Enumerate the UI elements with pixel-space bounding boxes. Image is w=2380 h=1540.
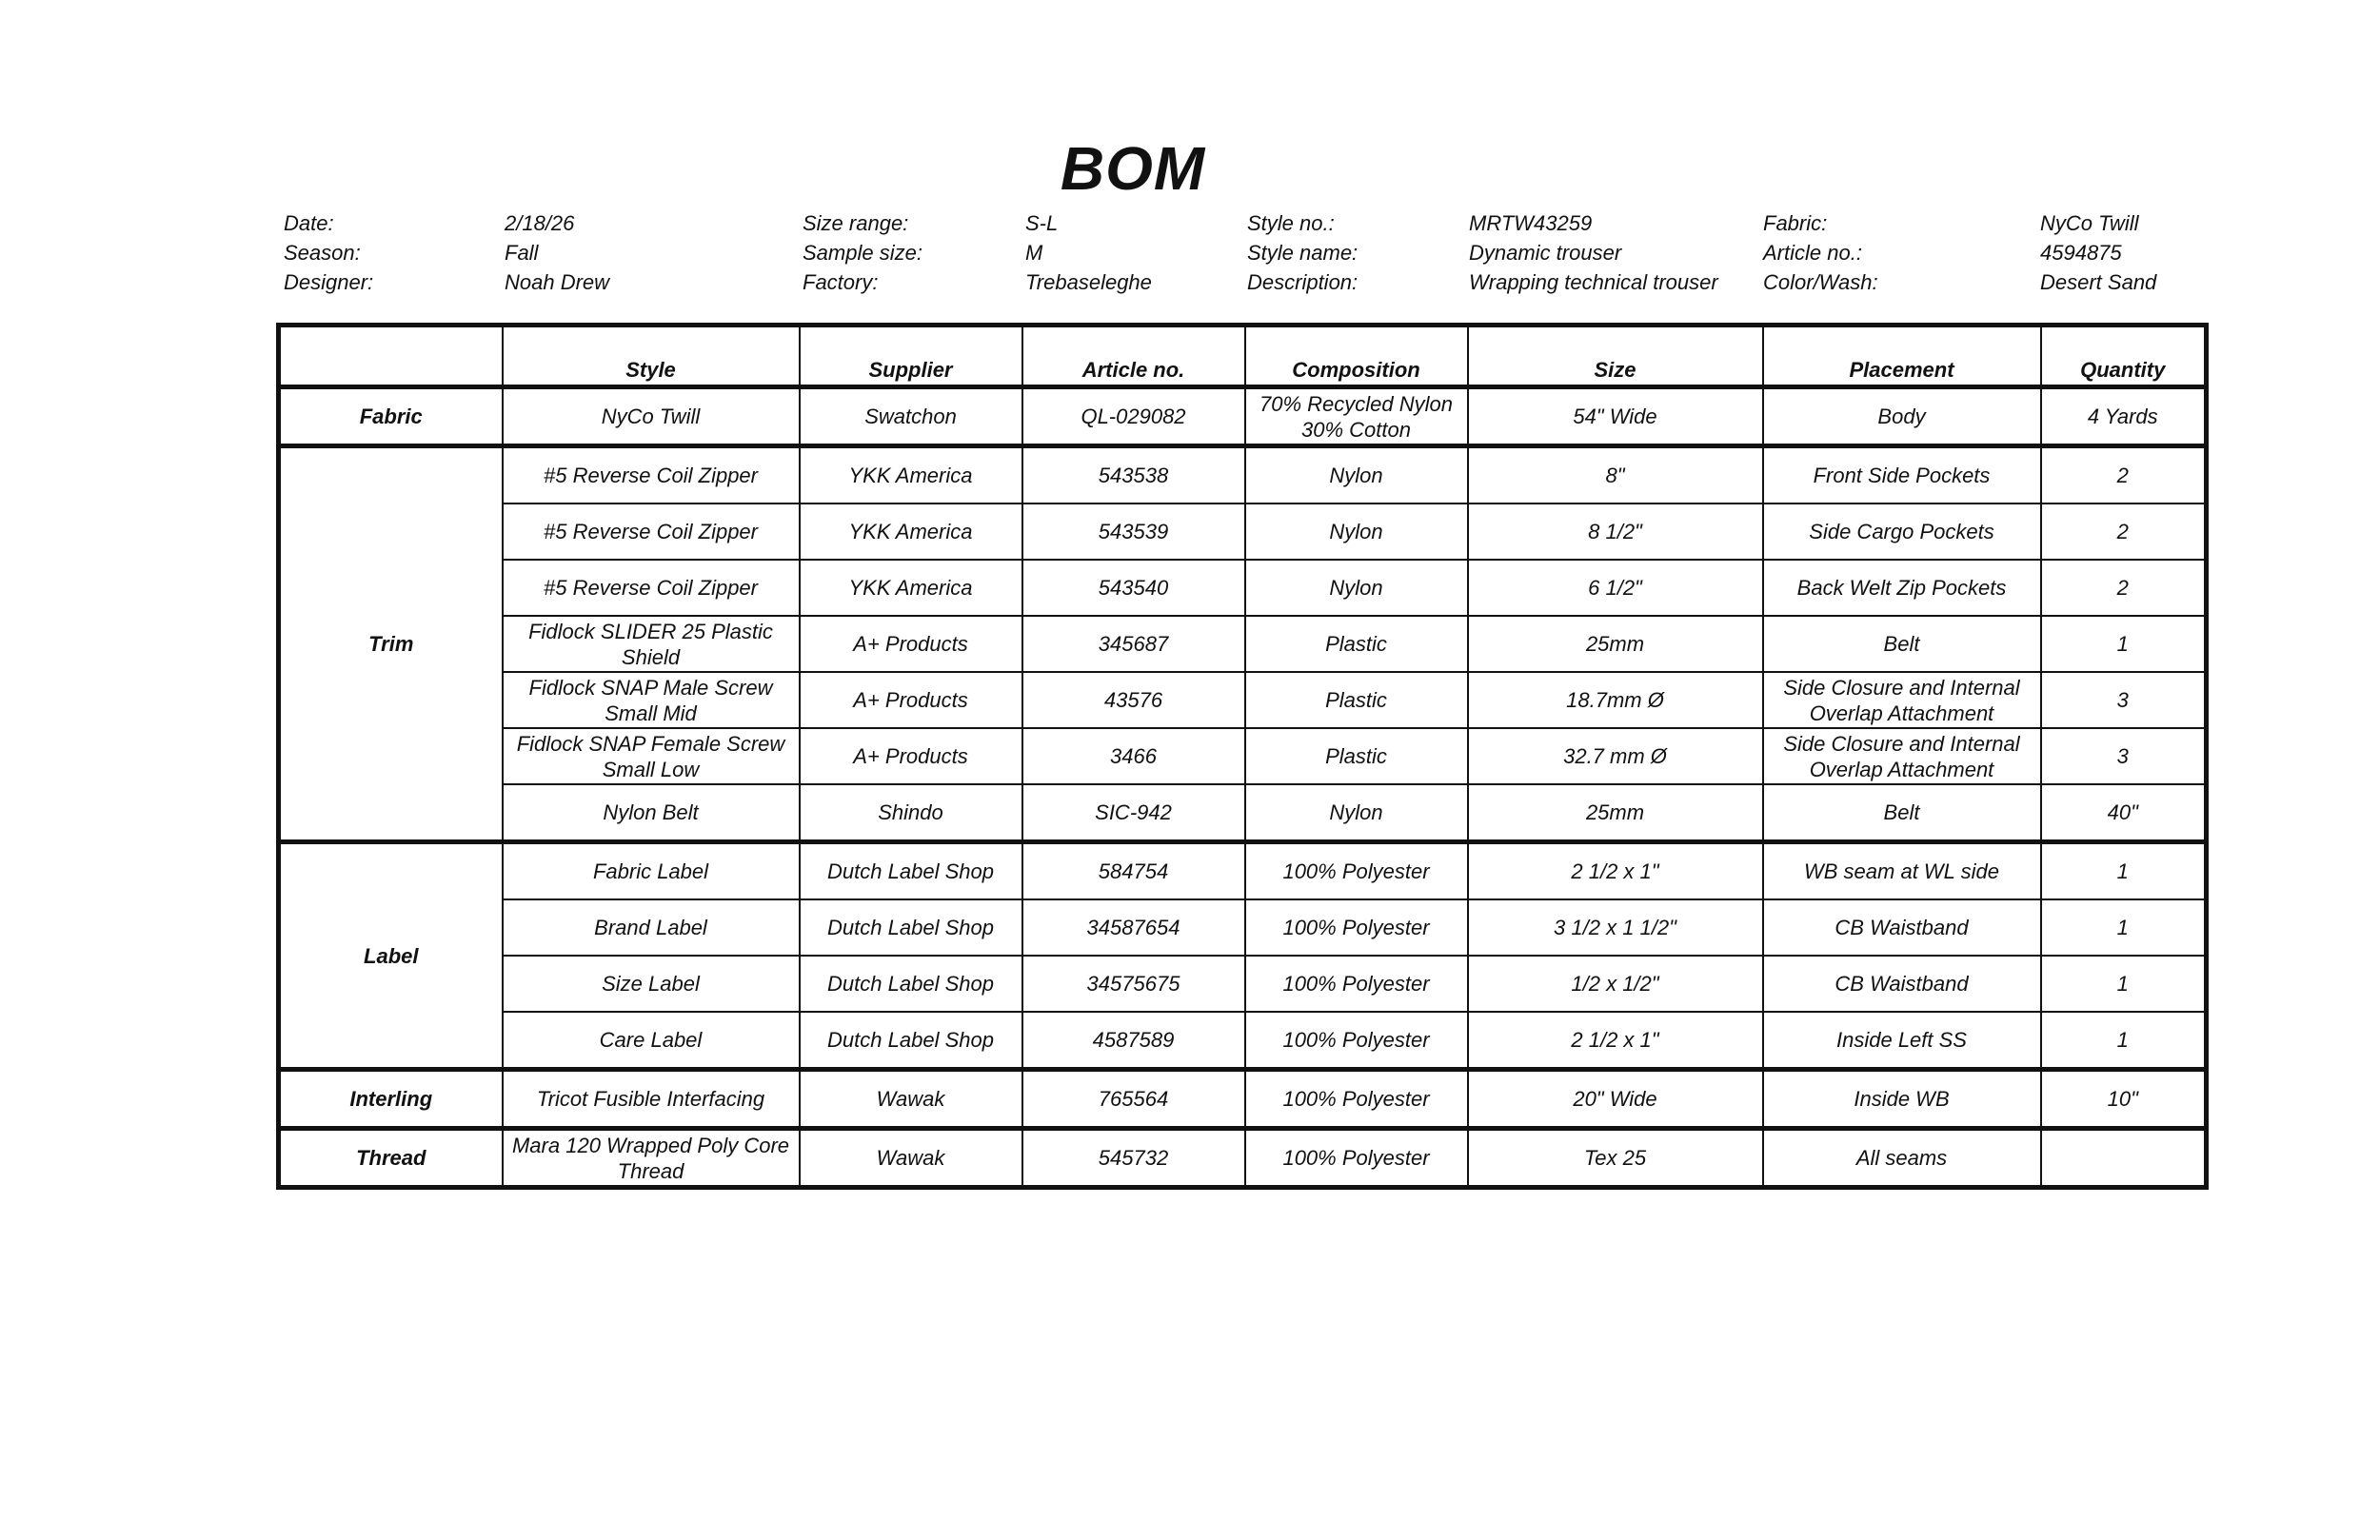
composition-cell: 100% Polyester — [1245, 1070, 1468, 1129]
bom-table-body — [279, 387, 2207, 1188]
designer-label: Designer: — [284, 270, 374, 294]
supplier-cell: Swatchon — [800, 387, 1022, 446]
size-cell: 32.7 mm Ø — [1468, 728, 1763, 784]
quantity-cell: 2 — [2041, 560, 2207, 616]
style-cell: Care Label — [503, 1012, 800, 1070]
size-cell: Tex 25 — [1468, 1129, 1763, 1188]
composition-cell: Nylon — [1245, 784, 1468, 842]
quantity-cell: 2 — [2041, 503, 2207, 560]
composition-cell: 100% Polyester — [1245, 1012, 1468, 1070]
composition-cell: 100% Polyester — [1245, 842, 1468, 900]
quantity-cell: 1 — [2041, 956, 2207, 1012]
sample-size-label: Sample size: — [803, 241, 922, 265]
placement-cell: Belt — [1763, 784, 2041, 842]
header-row — [279, 326, 2207, 387]
description-value: Wrapping technical trouser — [1469, 270, 1718, 294]
article-no-cell: 765564 — [1022, 1070, 1245, 1129]
style-cell: #5 Reverse Coil Zipper — [503, 560, 800, 616]
factory-label: Factory: — [803, 270, 879, 294]
category-cell-interling: Interling — [279, 1070, 503, 1129]
style-cell: Tricot Fusible Interfacing — [503, 1070, 800, 1129]
fabric-value: NyCo Twill — [2040, 211, 2139, 235]
size-cell: 3 1/2 x 1 1/2" — [1468, 899, 1763, 956]
supplier-cell: Shindo — [800, 784, 1022, 842]
season-value: Fall — [505, 241, 539, 265]
category-cell-thread: Thread — [279, 1129, 503, 1188]
article-no-cell: 545732 — [1022, 1129, 1245, 1188]
supplier-cell: Dutch Label Shop — [800, 842, 1022, 900]
meta-values-col1 — [505, 208, 609, 297]
article-no-cell: 34587654 — [1022, 899, 1245, 956]
table-row — [279, 842, 2207, 900]
supplier-cell: Dutch Label Shop — [800, 956, 1022, 1012]
page-title: BOM — [1060, 134, 1206, 203]
table-row — [279, 387, 2207, 446]
article-no-cell: 543540 — [1022, 560, 1245, 616]
table-row — [279, 956, 2207, 1012]
sample-size-value: M — [1025, 241, 1043, 265]
quantity-cell: 3 — [2041, 728, 2207, 784]
table-row — [279, 672, 2207, 728]
article-no-cell: SIC-942 — [1022, 784, 1245, 842]
quantity-cell: 1 — [2041, 616, 2207, 672]
table-row — [279, 728, 2207, 784]
supplier-cell: Wawak — [800, 1070, 1022, 1129]
season-label: Season: — [284, 241, 361, 265]
style-cell: Size Label — [503, 956, 800, 1012]
style-cell: Fabric Label — [503, 842, 800, 900]
article-no-cell: 345687 — [1022, 616, 1245, 672]
article-no-cell: QL-029082 — [1022, 387, 1245, 446]
size-cell: 1/2 x 1/2" — [1468, 956, 1763, 1012]
header-size: Size — [1468, 326, 1763, 387]
supplier-cell: A+ Products — [800, 616, 1022, 672]
composition-cell: 100% Polyester — [1245, 899, 1468, 956]
table-row — [279, 1012, 2207, 1070]
size-cell: 6 1/2" — [1468, 560, 1763, 616]
article-no-cell: 543538 — [1022, 446, 1245, 504]
style-cell: Fidlock SLIDER 25 Plastic Shield — [503, 616, 800, 672]
article-no-cell: 584754 — [1022, 842, 1245, 900]
size-cell: 2 1/2 x 1" — [1468, 842, 1763, 900]
supplier-cell: YKK America — [800, 560, 1022, 616]
size-cell: 20" Wide — [1468, 1070, 1763, 1129]
header-category — [279, 326, 503, 387]
article-no-value: 4594875 — [2040, 241, 2122, 265]
article-no-cell: 34575675 — [1022, 956, 1245, 1012]
table-row — [279, 503, 2207, 560]
color-wash-label: Color/Wash: — [1763, 270, 1878, 294]
placement-cell: Inside Left SS — [1763, 1012, 2041, 1070]
size-cell: 8" — [1468, 446, 1763, 504]
style-no-value: MRTW43259 — [1469, 211, 1593, 235]
quantity-cell: 1 — [2041, 899, 2207, 956]
table-row — [279, 560, 2207, 616]
article-no-cell: 3466 — [1022, 728, 1245, 784]
table-row — [279, 1129, 2207, 1188]
placement-cell: Side Closure and Internal Overlap Attachment — [1763, 728, 2041, 784]
article-no-label: Article no.: — [1763, 241, 1862, 265]
style-cell: #5 Reverse Coil Zipper — [503, 446, 800, 504]
placement-cell: Side Closure and Internal Overlap Attachment — [1763, 672, 2041, 728]
description-label: Description: — [1247, 270, 1359, 294]
style-cell: Nylon Belt — [503, 784, 800, 842]
composition-cell: Plastic — [1245, 616, 1468, 672]
composition-cell: Plastic — [1245, 728, 1468, 784]
date-value: 2/18/26 — [505, 211, 575, 235]
placement-cell: CB Waistband — [1763, 899, 2041, 956]
composition-cell: 70% Recycled Nylon 30% Cotton — [1245, 387, 1468, 446]
size-cell: 25mm — [1468, 784, 1763, 842]
meta-labels-col4 — [1763, 208, 1878, 297]
quantity-cell: 4 Yards — [2041, 387, 2207, 446]
composition-cell: Nylon — [1245, 503, 1468, 560]
placement-cell: CB Waistband — [1763, 956, 2041, 1012]
style-cell: Mara 120 Wrapped Poly Core Thread — [503, 1129, 800, 1188]
composition-cell: 100% Polyester — [1245, 956, 1468, 1012]
date-label: Date: — [284, 211, 334, 235]
header-supplier: Supplier — [800, 326, 1022, 387]
style-cell: #5 Reverse Coil Zipper — [503, 503, 800, 560]
placement-cell: Body — [1763, 387, 2041, 446]
table-row — [279, 616, 2207, 672]
table-row — [279, 446, 2207, 504]
size-cell: 2 1/2 x 1" — [1468, 1012, 1763, 1070]
quantity-cell: 40" — [2041, 784, 2207, 842]
meta-values-col2 — [1025, 208, 1152, 297]
meta-values-col3 — [1469, 208, 1718, 297]
placement-cell: Inside WB — [1763, 1070, 2041, 1129]
header-article-no: Article no. — [1022, 326, 1245, 387]
placement-cell: All seams — [1763, 1129, 2041, 1188]
supplier-cell: Dutch Label Shop — [800, 899, 1022, 956]
style-name-label: Style name: — [1247, 241, 1359, 265]
composition-cell: Plastic — [1245, 672, 1468, 728]
quantity-cell: 3 — [2041, 672, 2207, 728]
supplier-cell: YKK America — [800, 446, 1022, 504]
designer-value: Noah Drew — [505, 270, 610, 294]
color-wash-value: Desert Sand — [2040, 270, 2157, 294]
supplier-cell: A+ Products — [800, 728, 1022, 784]
meta-labels-col1 — [284, 208, 373, 297]
style-cell: Brand Label — [503, 899, 800, 956]
quantity-cell: 1 — [2041, 842, 2207, 900]
meta-values-col4 — [2040, 208, 2156, 297]
category-cell-trim: Trim — [279, 446, 503, 842]
article-no-cell: 4587589 — [1022, 1012, 1245, 1070]
quantity-cell: 1 — [2041, 1012, 2207, 1070]
placement-cell: Belt — [1763, 616, 2041, 672]
size-range-value: S-L — [1025, 211, 1059, 235]
category-cell-label: Label — [279, 842, 503, 1070]
bom-table — [276, 323, 2209, 1190]
meta-labels-col2 — [803, 208, 922, 297]
style-no-label: Style no.: — [1247, 211, 1335, 235]
placement-cell: Back Welt Zip Pockets — [1763, 560, 2041, 616]
header-placement: Placement — [1763, 326, 2041, 387]
size-cell: 25mm — [1468, 616, 1763, 672]
quantity-cell: 10" — [2041, 1070, 2207, 1129]
style-cell: Fidlock SNAP Male Screw Small Mid — [503, 672, 800, 728]
table-row — [279, 784, 2207, 842]
quantity-cell — [2041, 1129, 2207, 1188]
header-quantity: Quantity — [2041, 326, 2207, 387]
size-cell: 54" Wide — [1468, 387, 1763, 446]
table-row — [279, 899, 2207, 956]
fabric-label: Fabric: — [1763, 211, 1828, 235]
header-composition: Composition — [1245, 326, 1468, 387]
meta-labels-col3 — [1247, 208, 1358, 297]
placement-cell: Front Side Pockets — [1763, 446, 2041, 504]
size-range-label: Size range: — [803, 211, 909, 235]
composition-cell: 100% Polyester — [1245, 1129, 1468, 1188]
factory-value: Trebaseleghe — [1025, 270, 1152, 294]
article-no-cell: 43576 — [1022, 672, 1245, 728]
style-name-value: Dynamic trouser — [1469, 241, 1622, 265]
article-no-cell: 543539 — [1022, 503, 1245, 560]
supplier-cell: A+ Products — [800, 672, 1022, 728]
placement-cell: WB seam at WL side — [1763, 842, 2041, 900]
placement-cell: Side Cargo Pockets — [1763, 503, 2041, 560]
quantity-cell: 2 — [2041, 446, 2207, 504]
size-cell: 18.7mm Ø — [1468, 672, 1763, 728]
supplier-cell: Wawak — [800, 1129, 1022, 1188]
composition-cell: Nylon — [1245, 446, 1468, 504]
table-row — [279, 1070, 2207, 1129]
composition-cell: Nylon — [1245, 560, 1468, 616]
supplier-cell: YKK America — [800, 503, 1022, 560]
style-cell: Fidlock SNAP Female Screw Small Low — [503, 728, 800, 784]
header-style: Style — [503, 326, 800, 387]
style-cell: NyCo Twill — [503, 387, 800, 446]
supplier-cell: Dutch Label Shop — [800, 1012, 1022, 1070]
category-cell-fabric: Fabric — [279, 387, 503, 446]
size-cell: 8 1/2" — [1468, 503, 1763, 560]
